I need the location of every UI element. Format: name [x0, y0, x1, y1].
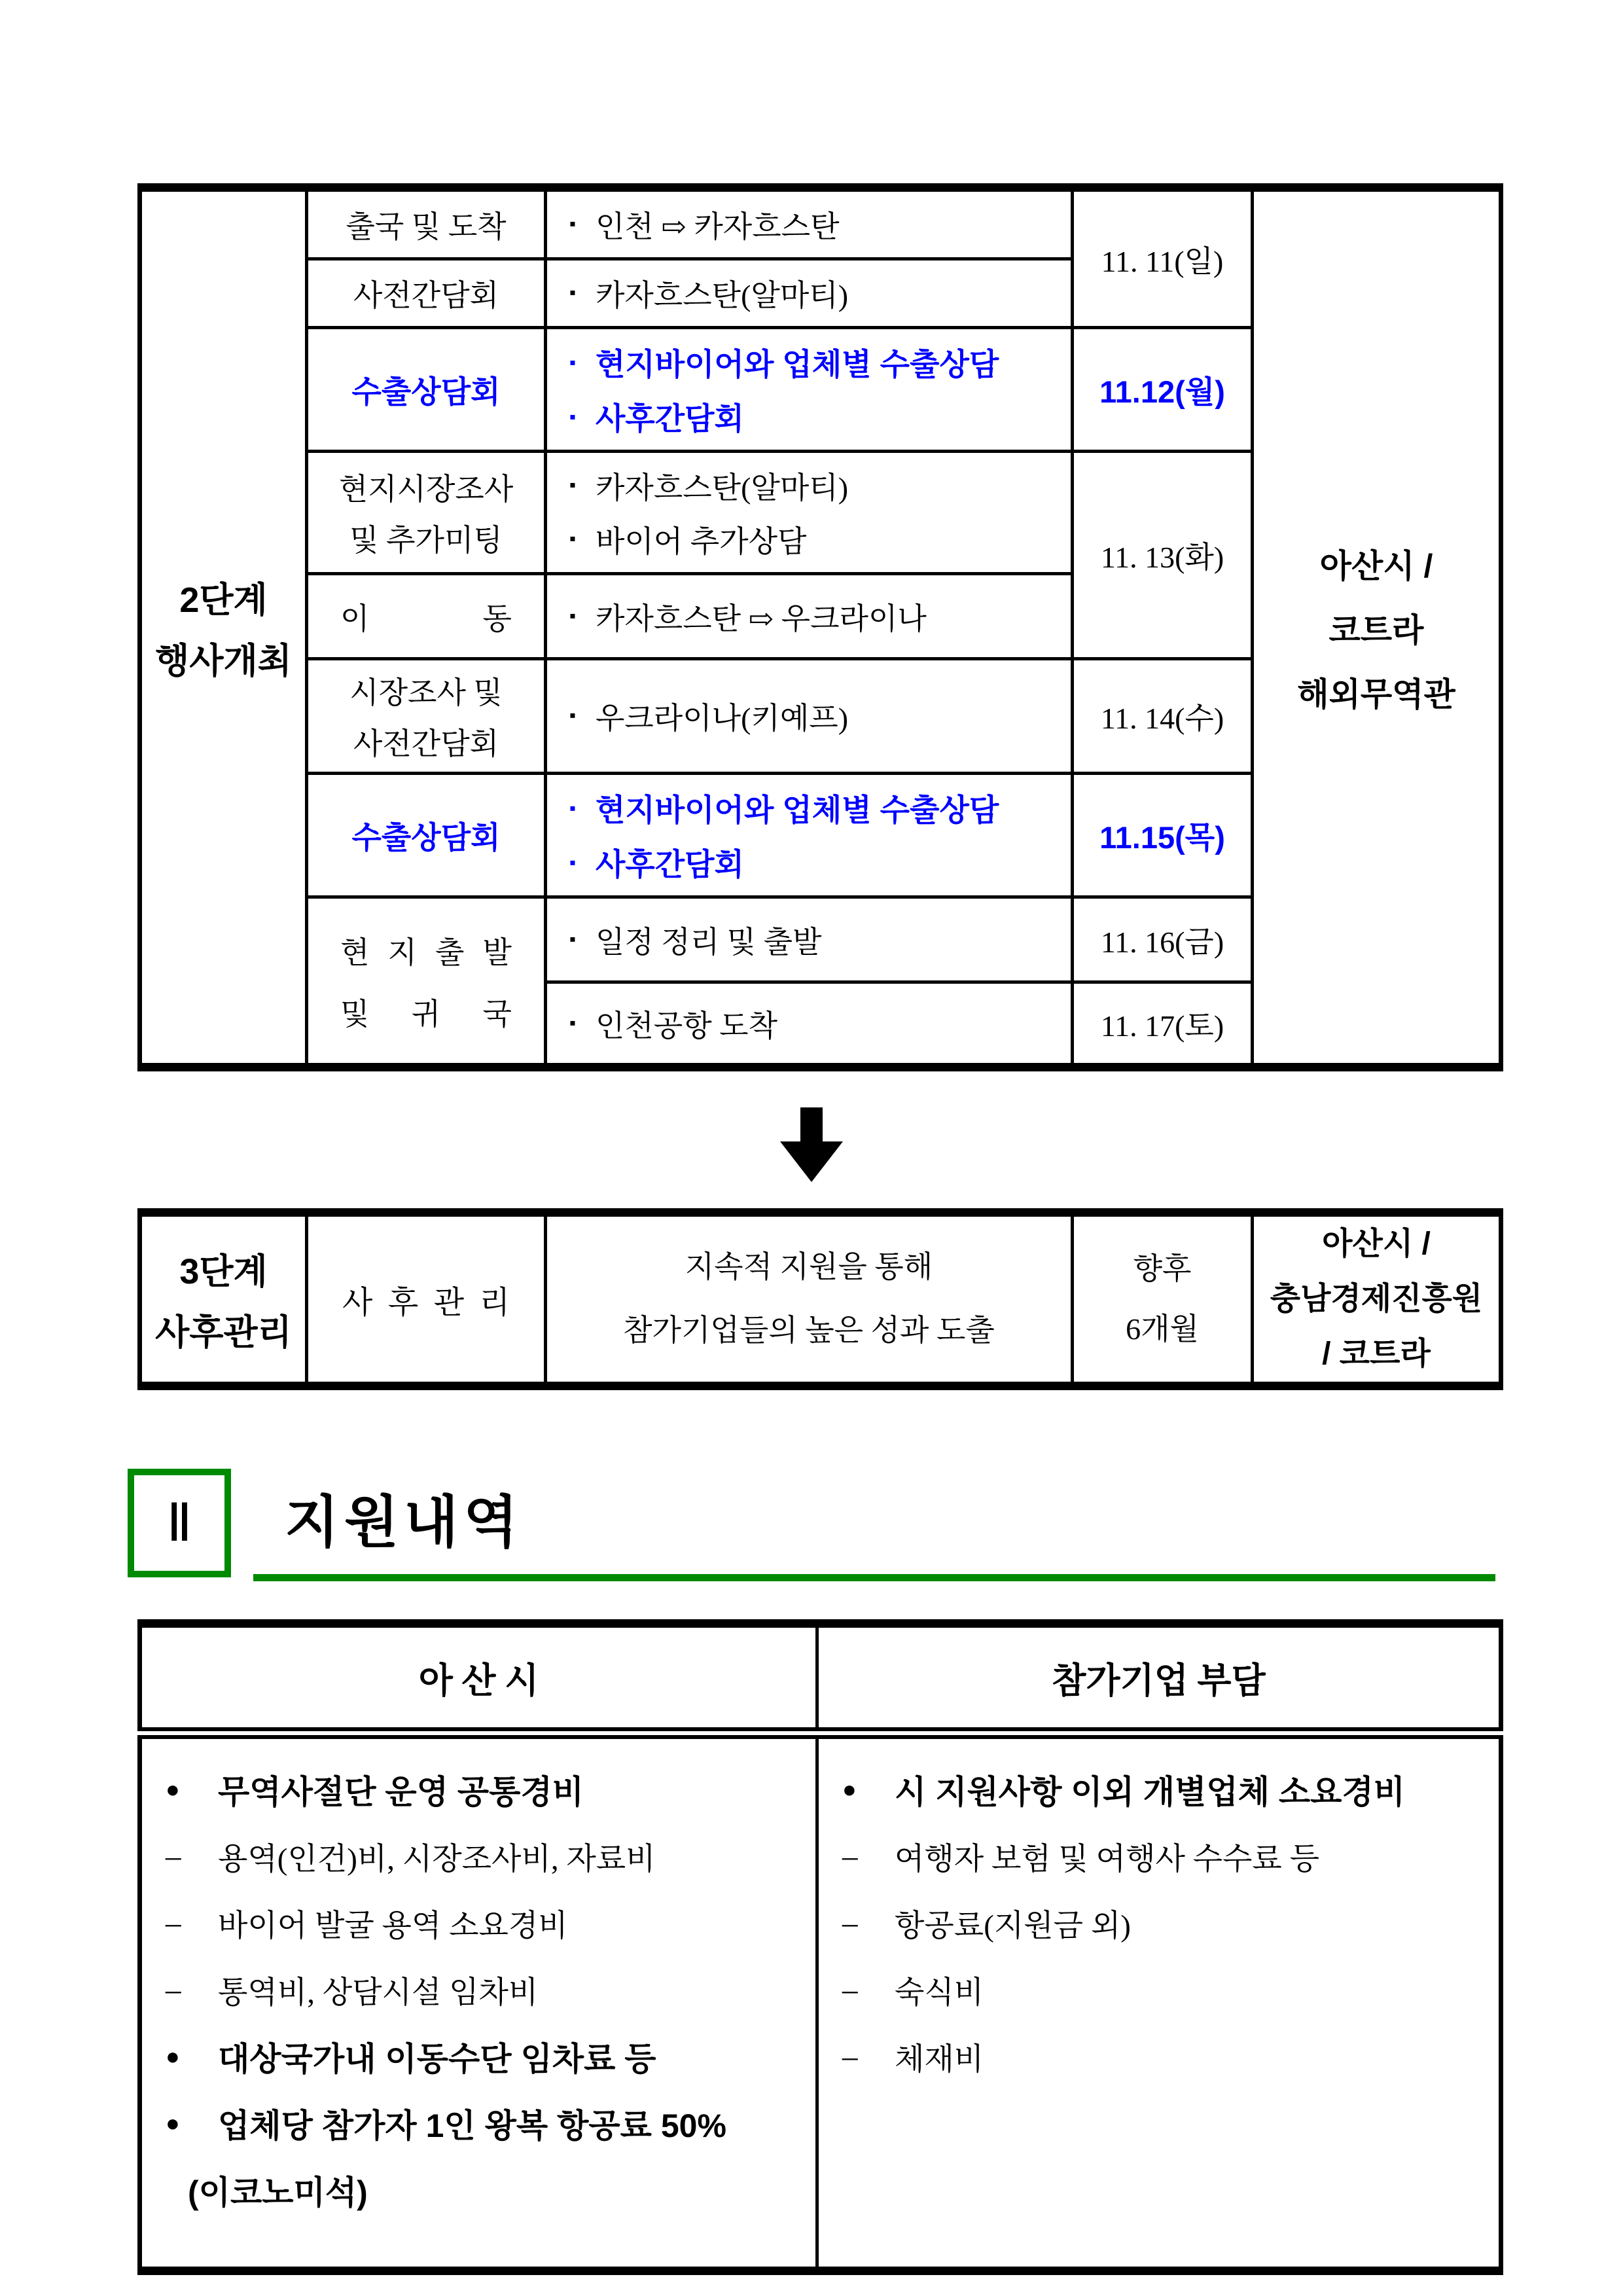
detail-text: 바이어 추가상담	[595, 525, 807, 558]
date-cell: 11. 11(일)	[1073, 188, 1253, 328]
list-item: ● 대상국가내 이동수단 임차료 등	[166, 2041, 656, 2077]
square-bullet-icon: ▪	[569, 283, 576, 303]
activity-cell: 출국 및 도착	[307, 188, 546, 259]
list-item: – 항공료(지원금 외)	[842, 1906, 1131, 1943]
section-underline	[253, 1574, 1495, 1581]
square-bullet-icon: ▪	[569, 706, 576, 726]
table-row	[140, 188, 1501, 259]
list-item: (이코노미석)	[188, 2174, 368, 2211]
detail-text: 현지바이어와 업체별 수출상담	[595, 793, 999, 827]
table-row	[140, 1213, 1501, 1386]
page-title: 지원내역	[285, 1490, 524, 1554]
activity-cell: 현 지 출 발 및 귀 국	[307, 897, 546, 1067]
detail-text: 카자흐스탄(알마티)	[595, 471, 849, 505]
square-bullet-icon: ▪	[569, 852, 576, 872]
dash-bullet-icon: –	[166, 1839, 181, 1873]
list-item: ● 무역사절단 운영 공통경비	[166, 1774, 584, 1810]
table-header-row	[140, 1624, 1501, 1734]
section-heading	[128, 1469, 1623, 1579]
down-arrow-icon	[779, 1107, 844, 1182]
date-cell: 11. 16(금)	[1073, 897, 1253, 982]
date-cell: 11.12(월)	[1073, 328, 1253, 452]
details-cell	[546, 774, 1073, 897]
asan-city-header: 아 산 시	[140, 1624, 817, 1734]
square-bullet-icon: ▪	[569, 1013, 576, 1033]
participant-burden-header: 참가기업 부담	[817, 1624, 1501, 1734]
dash-bullet-icon: –	[166, 1973, 181, 2007]
square-bullet-icon: ▪	[569, 529, 576, 549]
organizer-cell: 아산시 / 코트라 해외무역관	[1253, 188, 1501, 1067]
list-item: ● 시 지원사항 이외 개별업체 소요경비	[842, 1774, 1406, 1810]
date-cell: 11. 17(토)	[1073, 982, 1253, 1067]
detail-text: 카자흐스탄(알마티)	[595, 279, 849, 312]
activity-cell: 시장조사 및 사전간담회	[307, 659, 546, 774]
activity-cell: 사전간담회	[307, 259, 546, 328]
dash-bullet-icon: –	[842, 1839, 858, 1873]
circle-bullet-icon: ●	[166, 2043, 180, 2070]
circle-bullet-icon: ●	[166, 1776, 180, 1803]
section-numeral: Ⅱ	[166, 1495, 192, 1552]
date-cell: 11.15(목)	[1073, 774, 1253, 897]
participant-burden-column	[817, 1733, 1501, 2271]
list-item: – 여행자 보험 및 여행사 수수료 등	[842, 1839, 1319, 1876]
details-cell	[546, 897, 1073, 982]
details-cell	[546, 659, 1073, 774]
list-item: ● 업체당 참가자 1인 왕복 항공료 50%	[166, 2108, 726, 2144]
square-bullet-icon: ▪	[569, 929, 576, 950]
stage-cell: 3단계 사후관리	[140, 1213, 307, 1386]
circle-bullet-icon: ●	[166, 2109, 180, 2136]
organizer-cell: 아산시 / 충남경제진흥원 / 코트라	[1253, 1213, 1501, 1386]
date-cell: 11. 14(수)	[1073, 659, 1253, 774]
detail-text: 인천공항 도착	[595, 1009, 778, 1043]
detail-text: 일정 정리 및 출발	[595, 925, 822, 959]
details-cell: 지속적 지원을 통해 참가기업들의 높은 성과 도출	[546, 1213, 1073, 1386]
activity-cell: 현지시장조사 및 추가미팅	[307, 452, 546, 574]
activity-cell: 이 동	[307, 574, 546, 659]
list-item: – 바이어 발굴 용역 소요경비	[166, 1906, 568, 1943]
stage-cell	[140, 188, 307, 1067]
dash-bullet-icon: –	[166, 1906, 181, 1940]
activity-cell: 수출상담회	[307, 774, 546, 897]
details-cell	[546, 328, 1073, 452]
detail-text: 우크라이나(키예프)	[595, 702, 849, 735]
detail-text: 카자흐스탄 ⇨ 우크라이나	[595, 601, 927, 636]
details-cell	[546, 259, 1073, 328]
stage-label: 2단계	[179, 580, 268, 620]
list-item: – 숙식비	[842, 1973, 984, 2010]
activity-cell: 사 후 관 리	[307, 1213, 546, 1386]
details-cell	[546, 982, 1073, 1067]
square-bullet-icon: ▪	[569, 605, 576, 626]
dash-bullet-icon: –	[842, 1906, 858, 1940]
square-bullet-icon: ▪	[569, 475, 576, 495]
support-details-table	[137, 1619, 1503, 2275]
detail-text: 사후간담회	[595, 401, 744, 436]
stage3-followup-table	[137, 1208, 1503, 1390]
period-cell: 향후 6개월	[1073, 1213, 1253, 1386]
stage-label: 행사개최	[155, 641, 292, 681]
details-cell	[546, 574, 1073, 659]
circle-bullet-icon: ●	[842, 1776, 857, 1803]
details-cell	[546, 452, 1073, 574]
square-bullet-icon: ▪	[569, 406, 576, 427]
detail-text: 사후간담회	[595, 847, 744, 882]
detail-text: 인천 ⇨ 카자흐스탄	[595, 210, 840, 243]
asan-city-column	[140, 1733, 817, 2271]
list-item: – 용역(인건)비, 시장조사비, 자료비	[166, 1839, 656, 1876]
date-cell: 11. 13(화)	[1073, 452, 1253, 659]
list-item: – 체재비	[842, 2039, 984, 2077]
dash-bullet-icon: –	[842, 1973, 858, 2007]
activity-cell: 수출상담회	[307, 328, 546, 452]
section-numeral-box	[128, 1469, 231, 1577]
detail-text: 현지바이어와 업체별 수출상담	[595, 347, 999, 382]
square-bullet-icon: ▪	[569, 214, 576, 234]
stage2-event-schedule-table	[137, 183, 1503, 1071]
table-body-row	[140, 1733, 1501, 2271]
details-cell	[546, 188, 1073, 259]
divider	[0, 1107, 1623, 1182]
square-bullet-icon: ▪	[569, 351, 576, 372]
list-item: – 통역비, 상담시설 임차비	[166, 1973, 539, 2010]
square-bullet-icon: ▪	[569, 797, 576, 818]
dash-bullet-icon: –	[842, 2039, 858, 2073]
